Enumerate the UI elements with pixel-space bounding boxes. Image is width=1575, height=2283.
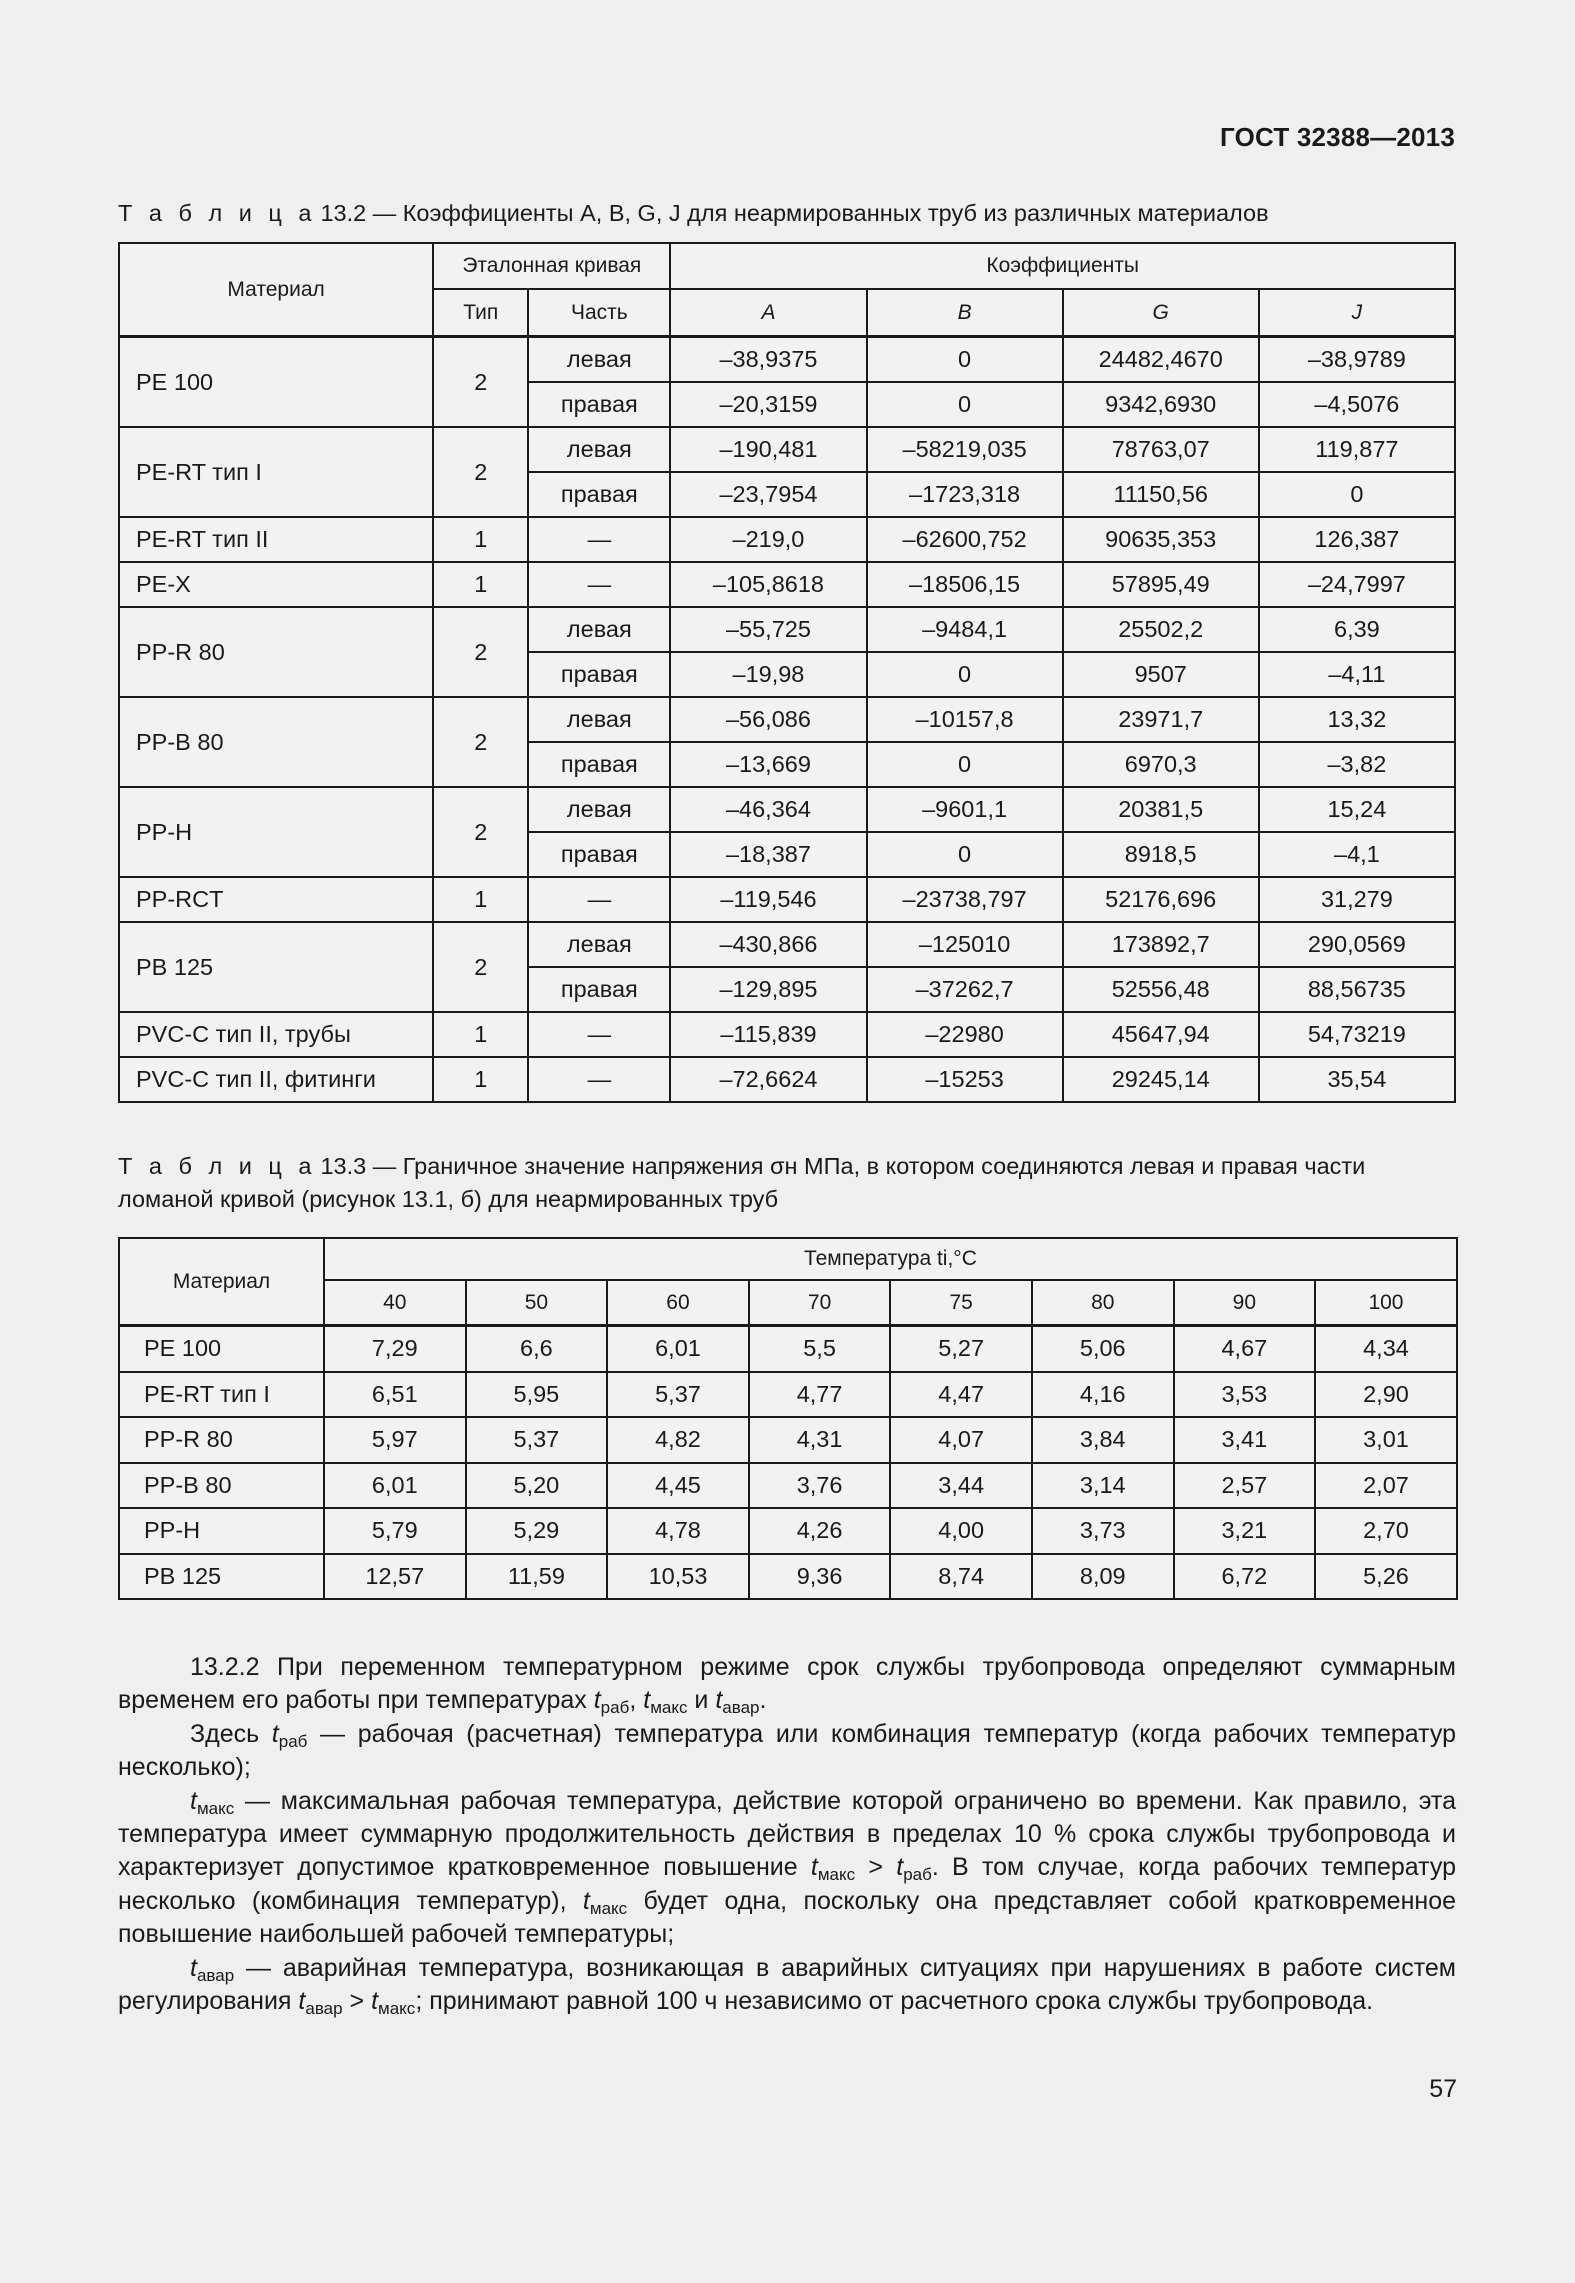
stress-value-cell: 5,79: [324, 1508, 466, 1554]
coef-A-cell: –46,364: [670, 787, 866, 832]
table-row: [119, 877, 1455, 922]
table-row: [119, 1554, 1457, 1600]
material-cell: PE-RT тип I: [119, 427, 433, 517]
header-type: Тип: [433, 289, 528, 337]
coef-G-cell: 20381,5: [1063, 787, 1259, 832]
paragraph-13-2-2: 13.2.2 При переменном температурном режиме срок службы трубопровода определяют суммарным временем его работы при температурах $t_{раб}$, $t_{макс}$ и $t_{авар}$.: [118, 1653, 1456, 1718]
coef-A-cell: –19,98: [670, 652, 866, 697]
table-row: [119, 1372, 1457, 1418]
stress-value-cell: 10,53: [607, 1554, 749, 1600]
part-cell: правая: [528, 382, 670, 427]
stress-value-cell: 4,34: [1315, 1326, 1457, 1372]
coef-A-cell: –129,895: [670, 967, 866, 1012]
stress-value-cell: 11,59: [466, 1554, 608, 1600]
stress-value-cell: 2,57: [1174, 1463, 1316, 1509]
table-row: [119, 1508, 1457, 1554]
header-temperature: Температура ti,°C: [324, 1238, 1457, 1280]
stress-value-cell: 4,31: [749, 1417, 891, 1463]
material-cell: PP-RCT: [119, 877, 433, 922]
coef-J-cell: 126,387: [1259, 517, 1455, 562]
table1-caption: [118, 197, 1269, 230]
header-G: G: [1063, 289, 1259, 337]
table-row: [119, 1012, 1455, 1057]
stress-value-cell: 6,72: [1174, 1554, 1316, 1600]
coef-G-cell: 9507: [1063, 652, 1259, 697]
coef-J-cell: 0: [1259, 472, 1455, 517]
coef-J-cell: 15,24: [1259, 787, 1455, 832]
stress-value-cell: 4,26: [749, 1508, 891, 1554]
page-number: 57: [1429, 2075, 1457, 2103]
header-ref-curve: Эталонная кривая: [433, 243, 670, 289]
type-cell: 1: [433, 517, 528, 562]
material-cell: PB 125: [119, 1554, 324, 1600]
coef-B-cell: –9484,1: [867, 607, 1063, 652]
type-cell: 1: [433, 562, 528, 607]
coef-G-cell: 57895,49: [1063, 562, 1259, 607]
coef-A-cell: –13,669: [670, 742, 866, 787]
temperature-column-header: 50: [466, 1280, 608, 1326]
coef-A-cell: –190,481: [670, 427, 866, 472]
part-cell: левая: [528, 427, 670, 472]
table-row: [119, 1463, 1457, 1509]
type-cell: 2: [433, 607, 528, 697]
temperature-column-header: 75: [890, 1280, 1032, 1326]
material-cell: PVC-C тип II, фитинги: [119, 1057, 433, 1102]
coef-J-cell: 31,279: [1259, 877, 1455, 922]
part-cell: левая: [528, 697, 670, 742]
coef-G-cell: 52556,48: [1063, 967, 1259, 1012]
temperature-column-header: 40: [324, 1280, 466, 1326]
coef-A-cell: –72,6624: [670, 1057, 866, 1102]
temperature-column-header: 70: [749, 1280, 891, 1326]
coef-B-cell: 0: [867, 832, 1063, 877]
type-cell: 1: [433, 1012, 528, 1057]
stress-value-cell: 5,37: [607, 1372, 749, 1418]
coef-B-cell: 0: [867, 742, 1063, 787]
coef-B-cell: 0: [867, 382, 1063, 427]
stress-value-cell: 12,57: [324, 1554, 466, 1600]
table-row: [119, 697, 1455, 742]
temperature-column-header: 60: [607, 1280, 749, 1326]
header-B: B: [867, 289, 1063, 337]
header-part: Часть: [528, 289, 670, 337]
table1-caption-lead: Т а б л и ц а: [118, 200, 317, 226]
material-cell: PP-B 80: [119, 1463, 324, 1509]
coef-B-cell: –125010: [867, 922, 1063, 967]
stress-value-cell: 3,41: [1174, 1417, 1316, 1463]
table-row: [119, 1057, 1455, 1102]
stress-value-cell: 2,07: [1315, 1463, 1457, 1509]
part-cell: правая: [528, 832, 670, 877]
boundary-stress-table: [118, 1237, 1458, 1600]
material-cell: PP-H: [119, 787, 433, 877]
stress-value-cell: 5,26: [1315, 1554, 1457, 1600]
part-cell: левая: [528, 787, 670, 832]
stress-value-cell: 5,95: [466, 1372, 608, 1418]
coefficients-table-body: [119, 337, 1455, 1103]
stress-value-cell: 5,5: [749, 1326, 891, 1372]
stress-value-cell: 3,84: [1032, 1417, 1174, 1463]
temperature-column-header: 90: [1174, 1280, 1316, 1326]
coef-G-cell: 45647,94: [1063, 1012, 1259, 1057]
coef-J-cell: –4,5076: [1259, 382, 1455, 427]
part-cell: правая: [528, 472, 670, 517]
material-cell: PP-B 80: [119, 697, 433, 787]
header-A: A: [670, 289, 866, 337]
stress-value-cell: 5,20: [466, 1463, 608, 1509]
coef-A-cell: –219,0: [670, 517, 866, 562]
coef-B-cell: –18506,15: [867, 562, 1063, 607]
temperature-column-header: 80: [1032, 1280, 1174, 1326]
type-cell: 2: [433, 337, 528, 428]
stress-value-cell: 8,09: [1032, 1554, 1174, 1600]
boundary-stress-table-body: [119, 1326, 1457, 1600]
stress-value-cell: 3,21: [1174, 1508, 1316, 1554]
table-row: [119, 607, 1455, 652]
stress-value-cell: 6,51: [324, 1372, 466, 1418]
part-cell: левая: [528, 337, 670, 383]
coef-J-cell: 6,39: [1259, 607, 1455, 652]
material-cell: PE-RT тип II: [119, 517, 433, 562]
stress-value-cell: 4,77: [749, 1372, 891, 1418]
table-row: [119, 562, 1455, 607]
coef-J-cell: –4,11: [1259, 652, 1455, 697]
coef-A-cell: –105,8618: [670, 562, 866, 607]
coef-B-cell: –37262,7: [867, 967, 1063, 1012]
coef-B-cell: 0: [867, 652, 1063, 697]
part-cell: левая: [528, 922, 670, 967]
coef-B-cell: –22980: [867, 1012, 1063, 1057]
type-cell: 2: [433, 787, 528, 877]
part-cell: —: [528, 1012, 670, 1057]
material-cell: PP-R 80: [119, 1417, 324, 1463]
table-row: [119, 922, 1455, 967]
table-row: [119, 787, 1455, 832]
coef-A-cell: –38,9375: [670, 337, 866, 383]
type-cell: 2: [433, 697, 528, 787]
coef-A-cell: –119,546: [670, 877, 866, 922]
stress-value-cell: 6,01: [324, 1463, 466, 1509]
table2-caption: [118, 1150, 1456, 1216]
stress-value-cell: 4,47: [890, 1372, 1032, 1418]
stress-value-cell: 5,06: [1032, 1326, 1174, 1372]
coef-G-cell: 23971,7: [1063, 697, 1259, 742]
coef-J-cell: 54,73219: [1259, 1012, 1455, 1057]
stress-value-cell: 7,29: [324, 1326, 466, 1372]
table-row: [119, 427, 1455, 472]
part-cell: правая: [528, 742, 670, 787]
stress-value-cell: 6,6: [466, 1326, 608, 1372]
temperature-column-header: 100: [1315, 1280, 1457, 1326]
table1-caption-text: 13.2 — Коэффициенты A, B, G, J для неармированных труб из различных материалов: [320, 200, 1269, 226]
table-row: [119, 1417, 1457, 1463]
coef-G-cell: 29245,14: [1063, 1057, 1259, 1102]
stress-value-cell: 4,67: [1174, 1326, 1316, 1372]
material-cell: PVC-C тип II, трубы: [119, 1012, 433, 1057]
material-cell: PE 100: [119, 1326, 324, 1372]
material-cell: PE-X: [119, 562, 433, 607]
coef-G-cell: 90635,353: [1063, 517, 1259, 562]
stress-value-cell: 4,16: [1032, 1372, 1174, 1418]
header-material: Материал: [119, 1238, 324, 1326]
stress-value-cell: 3,73: [1032, 1508, 1174, 1554]
coef-J-cell: –38,9789: [1259, 337, 1455, 383]
part-cell: —: [528, 1057, 670, 1102]
type-cell: 1: [433, 877, 528, 922]
part-cell: —: [528, 562, 670, 607]
header-J: J: [1259, 289, 1455, 337]
material-cell: PB 125: [119, 922, 433, 1012]
paragraph-t-maks: $t_{макс}$ — максимальная рабочая температура, действие которой ограничено во времени. Как правило, эта температура имеет суммарную продолжительность действия в пределах 10 % срока службы трубопровода и характеризует допустимое кратковременное повышение $t_{макс} > t_{раб}$. В том случае, когда рабочих температур несколько (комбинация температур), $t_{макс}$ будет одна, поскольку она представляет собой кратковременное повышение наибольшей рабочей температуры;: [118, 1786, 1456, 1949]
material-cell: PP-H: [119, 1508, 324, 1554]
material-cell: PE-RT тип I: [119, 1372, 324, 1418]
coef-J-cell: –4,1: [1259, 832, 1455, 877]
coefficients-table: [118, 242, 1456, 1103]
stress-value-cell: 4,00: [890, 1508, 1032, 1554]
coef-J-cell: 35,54: [1259, 1057, 1455, 1102]
header-coefficients: Коэффициенты: [670, 243, 1455, 289]
stress-value-cell: 2,70: [1315, 1508, 1457, 1554]
stress-value-cell: 3,01: [1315, 1417, 1457, 1463]
stress-value-cell: 5,29: [466, 1508, 608, 1554]
part-cell: левая: [528, 607, 670, 652]
coef-J-cell: 88,56735: [1259, 967, 1455, 1012]
stress-value-cell: 3,53: [1174, 1372, 1316, 1418]
coef-B-cell: –62600,752: [867, 517, 1063, 562]
stress-value-cell: 9,36: [749, 1554, 891, 1600]
table2-caption-line1: 13.3 — Граничное значение напряжения σн МПа, в котором соединяются левая и правая части: [320, 1153, 1366, 1179]
coef-B-cell: –10157,8: [867, 697, 1063, 742]
table2-caption-line2: ломаной кривой (рисунок 13.1, б) для неармированных труб: [118, 1186, 779, 1212]
material-cell: PP-R 80: [119, 607, 433, 697]
coef-A-cell: –56,086: [670, 697, 866, 742]
table-row: [119, 517, 1455, 562]
coef-A-cell: –115,839: [670, 1012, 866, 1057]
coef-G-cell: 9342,6930: [1063, 382, 1259, 427]
coef-G-cell: 24482,4670: [1063, 337, 1259, 383]
coef-J-cell: –3,82: [1259, 742, 1455, 787]
coef-B-cell: –58219,035: [867, 427, 1063, 472]
coef-B-cell: 0: [867, 337, 1063, 383]
coef-G-cell: 173892,7: [1063, 922, 1259, 967]
part-cell: —: [528, 877, 670, 922]
stress-value-cell: 3,76: [749, 1463, 891, 1509]
coef-A-cell: –20,3159: [670, 382, 866, 427]
coef-A-cell: –23,7954: [670, 472, 866, 517]
type-cell: 1: [433, 1057, 528, 1102]
type-cell: 2: [433, 427, 528, 517]
coef-B-cell: –9601,1: [867, 787, 1063, 832]
coef-G-cell: 25502,2: [1063, 607, 1259, 652]
stress-value-cell: 3,44: [890, 1463, 1032, 1509]
type-cell: 2: [433, 922, 528, 1012]
stress-value-cell: 5,97: [324, 1417, 466, 1463]
coef-G-cell: 78763,07: [1063, 427, 1259, 472]
stress-value-cell: 4,78: [607, 1508, 749, 1554]
coef-G-cell: 11150,56: [1063, 472, 1259, 517]
header-material: Материал: [119, 243, 433, 337]
coef-A-cell: –55,725: [670, 607, 866, 652]
stress-value-cell: 4,45: [607, 1463, 749, 1509]
table2-caption-lead: Т а б л и ц а: [118, 1153, 317, 1179]
stress-value-cell: 5,27: [890, 1326, 1032, 1372]
body-text: [118, 1651, 1456, 2018]
part-cell: правая: [528, 652, 670, 697]
coef-B-cell: –15253: [867, 1057, 1063, 1102]
stress-value-cell: 5,37: [466, 1417, 608, 1463]
coef-A-cell: –430,866: [670, 922, 866, 967]
coef-B-cell: –23738,797: [867, 877, 1063, 922]
document-header: ГОСТ 32388—2013: [1220, 122, 1455, 152]
paragraph-t-avar: $t_{авар}$ — аварийная температура, возникающая в аварийных ситуациях при нарушениях в работе систем регулирования $t_{авар} > t_{макс}$; принимают равной 100 ч независимо от расчетного срока службы трубопровода.: [118, 1953, 1456, 2019]
coef-A-cell: –18,387: [670, 832, 866, 877]
stress-value-cell: 4,82: [607, 1417, 749, 1463]
stress-value-cell: 2,90: [1315, 1372, 1457, 1418]
coef-G-cell: 6970,3: [1063, 742, 1259, 787]
table-row: [119, 1326, 1457, 1372]
material-cell: PE 100: [119, 337, 433, 428]
paragraph-t-rab: Здесь $t_{раб}$ — рабочая (расчетная) температура или комбинация температур (когда рабочих температур несколько);: [118, 1719, 1456, 1782]
part-cell: правая: [528, 967, 670, 1012]
stress-value-cell: 3,14: [1032, 1463, 1174, 1509]
table-row: [119, 337, 1455, 383]
stress-value-cell: 8,74: [890, 1554, 1032, 1600]
coef-B-cell: –1723,318: [867, 472, 1063, 517]
coef-G-cell: 52176,696: [1063, 877, 1259, 922]
coef-G-cell: 8918,5: [1063, 832, 1259, 877]
coef-J-cell: 119,877: [1259, 427, 1455, 472]
coef-J-cell: 290,0569: [1259, 922, 1455, 967]
coef-J-cell: –24,7997: [1259, 562, 1455, 607]
part-cell: —: [528, 517, 670, 562]
stress-value-cell: 6,01: [607, 1326, 749, 1372]
stress-value-cell: 4,07: [890, 1417, 1032, 1463]
coef-J-cell: 13,32: [1259, 697, 1455, 742]
